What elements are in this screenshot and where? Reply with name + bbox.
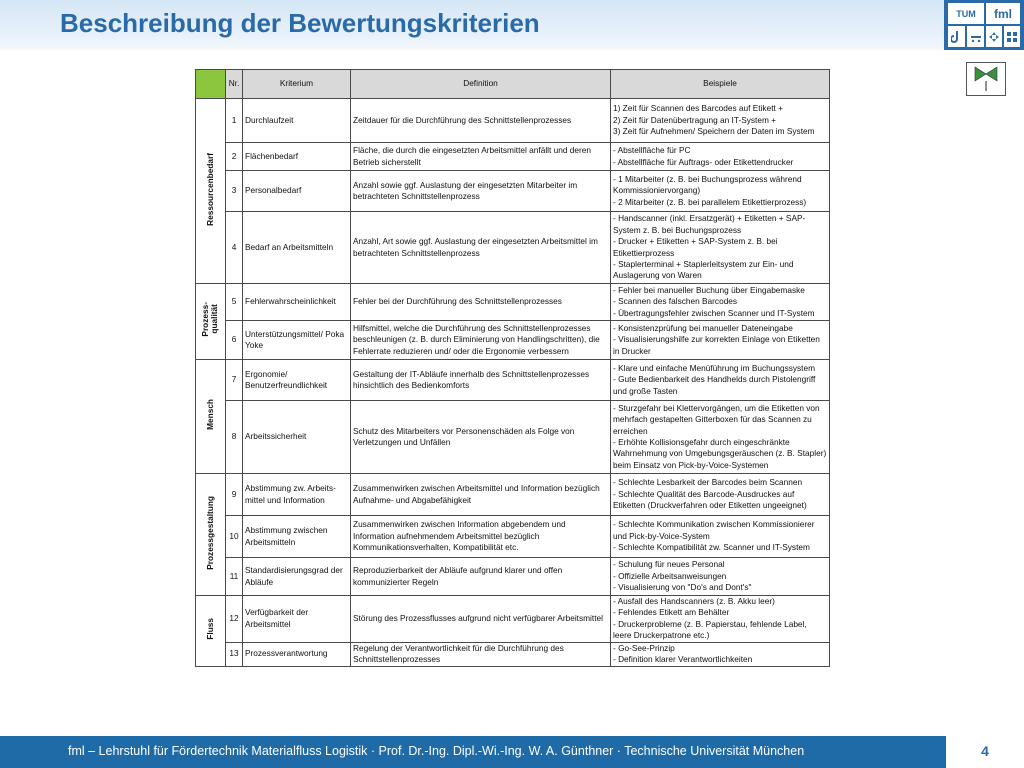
cell-beispiele [611,171,830,212]
beispiel-line: - Konsistenzprüfung bei manueller Dateneingabe [613,322,793,333]
header-group-cell [196,70,226,99]
column-header-beispiele: Beispiele [611,70,830,99]
table-row [196,321,830,360]
cell-beispiele [611,558,830,596]
group-label-line: Prozess- [200,302,211,338]
group-label [201,302,219,337]
beispiel-line: - Erhöhte Kollisionsgefahr durch eingeschränkte Wahrnehmung von Umgebungsgeräuschen (z. B. Stapler) beim Einsatz von Pick-by-Voice-Systemen [613,437,827,470]
cell-beispiele [611,474,830,516]
beispiel-line: - Staplerterminal + Staplerleitsystem zur Ein- und Auslagerung von Waren [613,258,794,281]
cell-nr: 8 [226,401,243,474]
footer-text: fml – Lehrstuhl für Fördertechnik Materialfluss Logistik · Prof. Dr.-Ing. Dipl.-Wi.-Ing. W. A. Günthner · Technische Universität München [68,744,805,758]
criteria-table [195,69,830,667]
beispiel-line: - Fehlendes Etikett am Behälter [613,607,730,618]
cell-nr: 12 [226,596,243,643]
cell-kriterium: Flächenbedarf [243,143,351,171]
beispiel-line: - Visualisierung von "Do's and Dont's" [613,582,752,593]
table-body [196,99,830,667]
cell-nr: 5 [226,284,243,321]
page-number: 4 [981,743,989,759]
cell-beispiele [611,321,830,360]
cell-kriterium: Standardisierungsgrad der Abläufe [243,558,351,596]
table-row [196,212,830,284]
beispiel-line: - Ausfall des Handscanners (z. B. Akku leer) [613,596,775,606]
cell-beispiele [611,360,830,401]
cell-nr: 10 [226,516,243,558]
table-row [196,596,830,643]
beispiel-line: - Go-See-Prinzip [613,642,675,653]
group-label-cell [196,284,226,360]
group-label: Ressourcenbedarf [204,152,215,226]
beispiel-line: - Visualisierungshilfe zur korrekten Einlage von Etiketten in Drucker [613,334,820,356]
cell-definition: Anzahl sowie ggf. Auslastung der eingesetzten Mitarbeiter im betrachteten Schnittstellenprozess [351,171,611,212]
beispiel-line: - Definition klarer Verantwortlichkeiten [613,654,753,665]
cell-beispiele [611,596,830,643]
beispiel-line: 3) Zeit für Aufnehmen/ Speichern der Daten im System [613,126,815,137]
beispiel-line: - Scannen des falschen Barcodes [613,296,738,307]
beispiel-line: - Offizielle Arbeitsanweisungen [613,570,727,581]
fml-logo-text: fml [994,6,1012,21]
cross-arrows-icon [988,30,1000,44]
group-label-cell [196,99,226,284]
logo-area [944,0,1024,50]
logo-tile-hook [948,26,965,47]
cell-kriterium: Personalbedarf [243,171,351,212]
cell-definition: Reproduzierbarkeit der Abläufe aufgrund klarer und offen kommunizierter Regeln [351,558,611,596]
hook-icon [951,30,963,44]
logo-tile-dots [967,26,984,47]
beispiel-line: - Übertragungsfehler zwischen Scanner und IT-System [613,307,815,318]
beispiel-line: - 2 Mitarbeiter (z. B. bei parallelem Etikettierprozess) [613,196,807,207]
logo-tile-cross [986,26,1002,47]
table-row [196,516,830,558]
page-number-box [946,736,1024,768]
beispiel-line: 2) Zeit für Datenübertragung an IT-System + [613,114,777,125]
cell-beispiele [611,143,830,171]
cell-definition: Störung des Prozessflusses aufgrund nicht verfügbarer Arbeitsmittel [351,596,611,643]
cell-kriterium: Abstimmung zw. Arbeits-mittel und Information [243,474,351,516]
beispiel-line: - Schlechte Kompatibilität zw. Scanner und IT-System [613,542,810,553]
beispiel-line: - Handscanner (inkl. Ersatzgerät) + Etiketten + SAP-System z. B. bei Buchungsprozess [613,213,806,235]
beispiel-line: - Abstellfläche für PC [613,145,691,156]
group-label-cell [196,474,226,596]
cell-definition: Schutz des Mitarbeiters vor Personenschäden als Folge von Verletzungen und Unfällen [351,401,611,474]
group-label-line: qualität [209,305,220,335]
table-row [196,99,830,143]
table-row [196,284,830,321]
table-row [196,558,830,596]
table-row [196,143,830,171]
cell-definition: Zusammenwirken zwischen Information abgebendem und Information aufnehmendem Arbeitsmittel bezüglich Kommunikationsverhalten, Kompatibilität etc. [351,516,611,558]
cell-definition: Zusammenwirken zwischen Arbeitsmittel und Information bezüglich Aufnahme- und Abgabefähigkeit [351,474,611,516]
cell-nr: 1 [226,99,243,143]
cell-beispiele [611,284,830,321]
cell-beispiele [611,516,830,558]
column-header-kriterium: Kriterium [243,70,351,99]
beispiel-line: - Schulung für neues Personal [613,559,725,570]
tum-logo [948,3,984,24]
cell-beispiele [611,401,830,474]
table-row [196,401,830,474]
group-label: Mensch [204,399,215,431]
cell-kriterium: Ergonomie/ Benutzerfreundlichkeit [243,360,351,401]
beispiel-line: - Fehler bei manueller Buchung über Eingabemaske [613,284,805,295]
beispiel-line: - Drucker + Etiketten + SAP-System z. B. bei Etikettierprozess [613,236,778,258]
cell-definition: Regelung der Verantwortlichkeit für die Durchführung des Schnittstellenprozesses [351,642,611,666]
cell-kriterium: Unterstützungsmittel/ Poka Yoke [243,321,351,360]
group-label: Prozessgestaltung [204,495,215,570]
beispiel-line: - Druckerprobleme (z. B. Papierstau, fehlende Label, leere Druckerpatrone etc.) [613,618,807,641]
tum-logo-text: TUM [956,8,976,19]
cell-kriterium: Prozessverantwortung [243,642,351,666]
beispiel-line: 1) Zeit für Scannen des Barcodes auf Etikett + [613,103,783,114]
group-label-cell [196,360,226,474]
cell-kriterium: Bedarf an Arbeitsmitteln [243,212,351,284]
cell-beispiele [611,212,830,284]
cell-definition: Hilfsmittel, welche die Durchführung des Schnittstellenprozesses beschleunigen (z. B. durch Eliminierung von Handlingschritten), die Fehlerrate reduzieren und/ oder die Ergonomie verbessern [351,321,611,360]
beispiel-line: - Gute Bedienbarkeit des Handhelds durch Pistolengriff und große Tasten [613,374,816,396]
table-row [196,360,830,401]
cell-kriterium: Durchlaufzeit [243,99,351,143]
cell-nr: 3 [226,171,243,212]
cell-nr: 13 [226,642,243,666]
dots-icon [970,30,982,44]
logo-tile-grid [1004,26,1020,47]
group-label-cell [196,596,226,667]
cell-beispiele [611,642,830,666]
cell-nr: 2 [226,143,243,171]
cell-nr: 4 [226,212,243,284]
hourglass-icon [966,62,1006,96]
cell-definition: Anzahl, Art sowie ggf. Auslastung der eingesetzten Arbeitsmittel im betrachteten Schnittstellenprozess [351,212,611,284]
slide-title: Beschreibung der Bewertungskriterien [60,8,540,38]
beispiel-line: - Schlechte Lesbarkeit der Barcodes beim Scannen [613,477,803,488]
beispiel-line: - Abstellfläche für Auftrags- oder Etikettendrucker [613,156,794,167]
cell-kriterium: Verfügbarkeit der Arbeitsmittel [243,596,351,643]
cell-kriterium: Abstimmung zwischen Arbeitsmitteln [243,516,351,558]
column-header-nr: Nr. [226,70,243,99]
cell-definition: Fehler bei der Durchführung des Schnittstellenprozesses [351,284,611,321]
cell-definition: Fläche, die durch die eingesetzten Arbeitsmittel anfällt und deren Betrieb sicherstellt [351,143,611,171]
beispiel-line: - Klare und einfache Menüführung im Buchungssystem [613,362,816,373]
table-row [196,474,830,516]
cell-kriterium: Fehlerwahrscheinlichkeit [243,284,351,321]
column-header-definition: Definition [351,70,611,99]
beispiel-line: - Sturzgefahr bei Klettervorgängen, um die Etiketten von mehrfach gestapelten Gitterboxen für das Scannen zu erreichen [613,402,820,436]
cell-definition: Gestaltung der IT-Abläufe innerhalb des Schnittstellenprozesses hinsichtlich des Bedienkomforts [351,360,611,401]
group-label: Fluss [204,618,215,640]
cell-nr: 7 [226,360,243,401]
cell-nr: 6 [226,321,243,360]
beispiel-line: - Schlechte Qualität des Barcode-Ausdruckes auf Etiketten (Druckverfahren oder Etiketten ungeeignet) [613,488,807,511]
cell-beispiele [611,99,830,143]
fml-logo [986,3,1020,24]
cell-nr: 11 [226,558,243,596]
cell-kriterium: Arbeitssicherheit [243,401,351,474]
beispiel-line: - 1 Mitarbeiter (z. B. bei Buchungsprozess während Kommissioniervorgang) [613,173,802,196]
table-header-row [196,70,830,99]
table-row [196,642,830,666]
cell-definition: Zeitdauer für die Durchführung des Schnittstellenprozesses [351,99,611,143]
grid-icon [1006,30,1018,44]
cell-nr: 9 [226,474,243,516]
table-row [196,171,830,212]
beispiel-line: - Schlechte Kommunikation zwischen Kommissionierer und Pick-by-Voice-System [613,519,815,541]
